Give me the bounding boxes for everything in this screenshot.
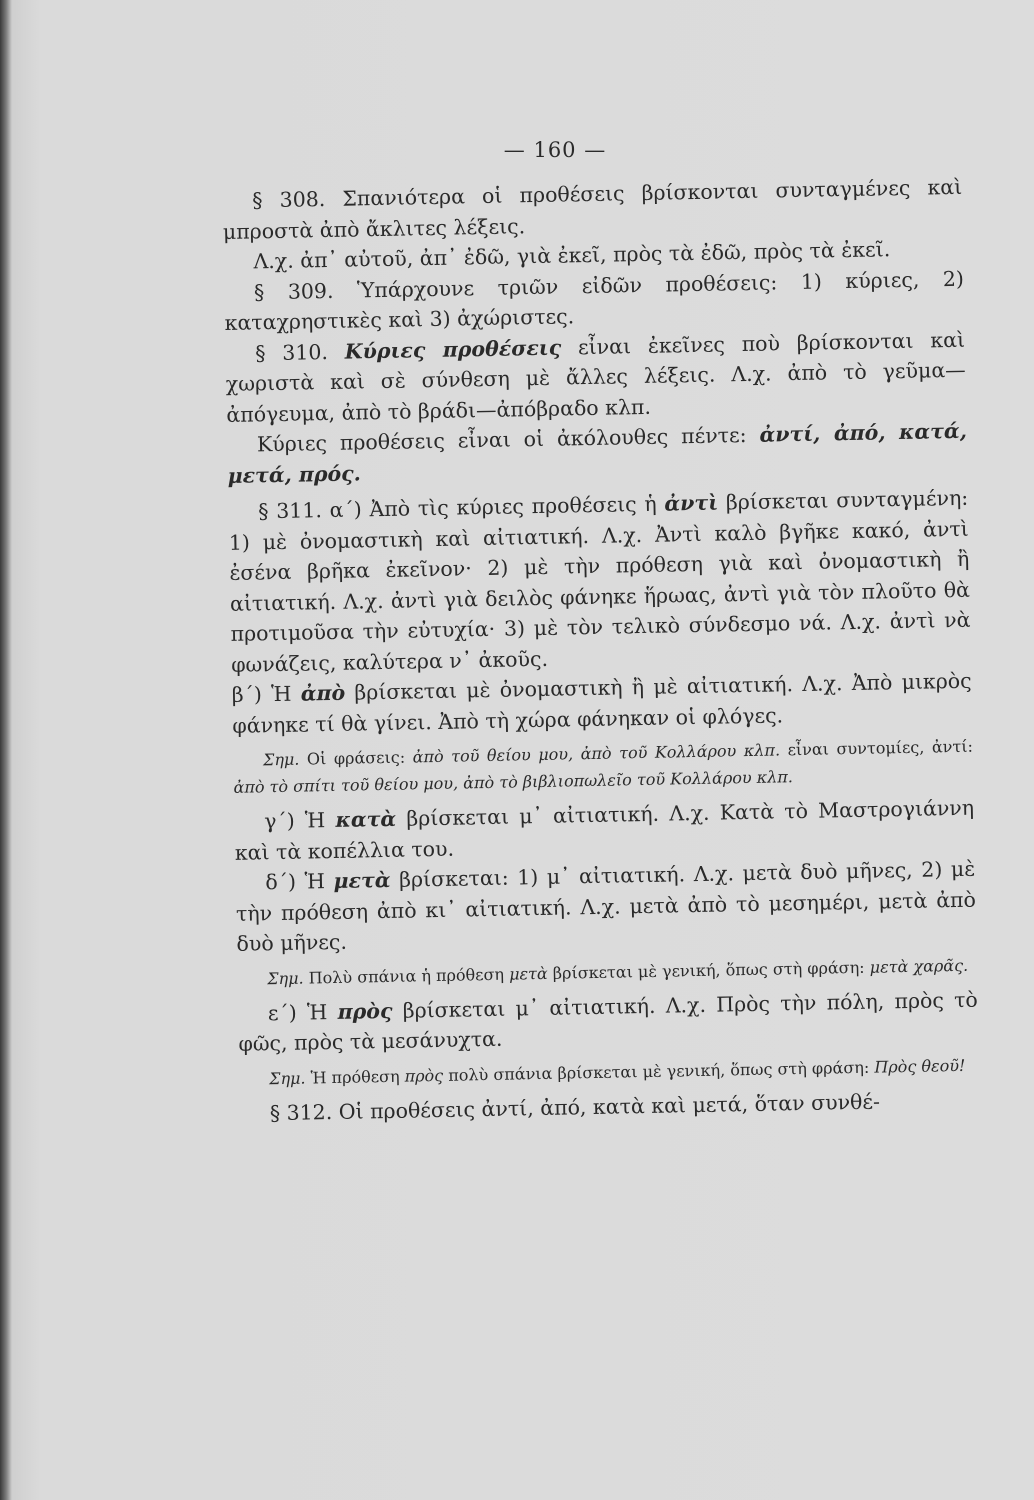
section-310 (225, 324, 967, 430)
note-3-c: πολὺ σπάνια βρίσκεται μὲ γενική, ὅπως στὴ φράση: (448, 1057, 870, 1085)
section-310-list-intro: Κύριες προθέσεις εἶναι οἱ ἀκόλουθες πέντε: (256, 422, 747, 457)
note-2-b: μετὰ (508, 963, 548, 984)
section-312: § 312. Οἱ προθέσεις ἀντί, ἀπό, κατὰ καὶ μετά, ὅταν συνθέ- (269, 1089, 881, 1125)
section-311b-term: ἀπὸ (300, 680, 346, 706)
section-310-number: § 310. (254, 339, 329, 365)
note-1-label: Σημ. (262, 749, 300, 770)
section-311e-intro: ε΄) Ἡ (267, 999, 328, 1025)
section-311c-term: κατὰ (335, 806, 397, 832)
note-2-c: βρίσκεται μὲ γενική, ὅπως στὴ φράση: (552, 957, 865, 983)
section-309: § 309. Ὑπάρχουνε τριῶν εἰδῶν προθέσεις: 1) κύριες, 2) καταχρηστικὲς καὶ 3) ἀχώριστες. (224, 266, 965, 335)
section-311a-term: ἀντὶ (664, 490, 719, 516)
note-1-a: Οἱ φράσεις: (306, 747, 406, 769)
section-308-example: Λ.χ. ἀπ᾿ αὐτοῦ, ἀπ᾿ ἐδῶ, γιὰ ἐκεῖ, πρὸς τὰ ἐδῶ, πρὸς τὰ ἐκεῖ. (253, 237, 891, 274)
section-311b-text: βρίσκεται μὲ ὀνομαστικὴ ἢ μὲ αἰτιατική. Λ.χ. Ἀπὸ μικρὸς φάνηκε τί θὰ γίνει. Ἀπὸ τὴ χώρα φάνηκαν οἱ φλόγες. (232, 668, 972, 738)
note-1-c: εἶναι συντομίες, ἀντί: (787, 736, 974, 760)
section-311e-term: πρὸς (337, 998, 393, 1024)
note-1-b: ἀπὸ τοῦ θείου μου, ἀπὸ τοῦ Κολλάρου κλπ. (412, 740, 781, 767)
note-1-d: ἀπὸ τὸ σπίτι τοῦ θείου μου, ἀπὸ τὸ βιβλιοπωλεῖο τοῦ Κολλάρου κλπ. (233, 767, 794, 797)
section-311a-text: βρίσκεται συνταγμένη: 1) μὲ ὀνομαστικὴ καὶ αἰτιατική. Λ.χ. Ἀντὶ καλὸ βγῆκε κακό, ἀντὶ ἐσένα βρῆκα ἐκεῖνον· 2) μὲ τὴν πρόθεση γιὰ καὶ ὀνομαστικὴ ἢ αἰτιατική. Λ.χ. ἀντὶ γιὰ δειλὸς φάνηκε ἥρωας, ἀντὶ γιὰ τὸν πλοῦτο θὰ προτιμοῦσα τὴν εὐτυχία· 3) μὲ τὸν τελικὸ σύνδεσμο νά. Λ.χ. ἀντὶ νὰ φωνάζεις, καλύτερα ν᾿ ἀκοῦς. (228, 485, 971, 677)
section-311e-text: βρίσκεται μ᾿ αἰτιατική. Λ.χ. Πρὸς τὴν πόλη, πρὸς τὸ φῶς, πρὸς τὰ μεσάνυχτα. (238, 987, 978, 1056)
note-3-label: Σημ. (268, 1068, 306, 1088)
section-311c-text: βρίσκεται μ᾿ αἰτιατική. Λ.χ. Κατὰ τὸ Μαστρογιάννη καὶ τὰ κοπέλλια του. (234, 795, 975, 865)
section-311d-text: βρίσκεται: 1) μ᾿ αἰτιατική. Λ.χ. μετὰ δυὸ μῆνες, 2) μὲ τὴν πρόθεση ἀπὸ κι᾿ αἰτιατική. Λ.χ. μετὰ ἀπὸ τὸ μεσημέρι, μετὰ ἀπὸ δυὸ μῆνες. (235, 856, 977, 956)
section-311c-intro: γ΄) Ἡ (263, 808, 326, 834)
section-311d-term: μετὰ (333, 867, 391, 893)
note-3-b: πρὸς (404, 1065, 444, 1086)
note-3-a: Ἡ πρόθεση (310, 1066, 400, 1087)
section-311d (235, 854, 977, 960)
section-310-term: Κύριες προθέσεις (344, 335, 562, 364)
note-1 (233, 733, 974, 801)
section-311d-intro: δ΄) Ἡ (265, 869, 326, 895)
note-2-a: Πολὺ σπάνια ἡ πρόθεση (308, 964, 505, 987)
section-311a-intro: § 311. α΄) Ἀπὸ τὶς κύριες προθέσεις ἡ (258, 491, 657, 524)
note-3-d: Πρὸς θεοῦ! (874, 1055, 966, 1077)
section-311b-intro: β΄) Ἡ (231, 681, 292, 707)
note-2-d: μετὰ χαρᾶς. (869, 955, 969, 977)
section-311e (238, 984, 979, 1059)
page-number: — 160 — (503, 138, 607, 162)
section-311b (231, 666, 972, 741)
section-311a (228, 483, 971, 680)
section-308: § 308. Σπανιότερα οἱ προθέσεις βρίσκονται συνταγμένες καὶ μπροστὰ ἀπὸ ἄκλιτες λέξεις. (222, 174, 963, 244)
section-310-text: εἶναι ἐκεῖνες ποὺ βρίσκονται καὶ χωριστὰ καὶ σὲ σύνθεση μὲ ἄλλες λέξεις. Λ.χ. ἀπὸ τὸ γεῦμα—ἀπόγευμα, ἀπὸ τὸ βράδι—ἀπόβραδο κλπ. (225, 327, 966, 427)
note-2-label: Σημ. (267, 968, 304, 988)
page-body (222, 172, 980, 1129)
section-310-list-items: ἀντί, ἀπό, κατά, μετά, πρός. (227, 418, 968, 488)
